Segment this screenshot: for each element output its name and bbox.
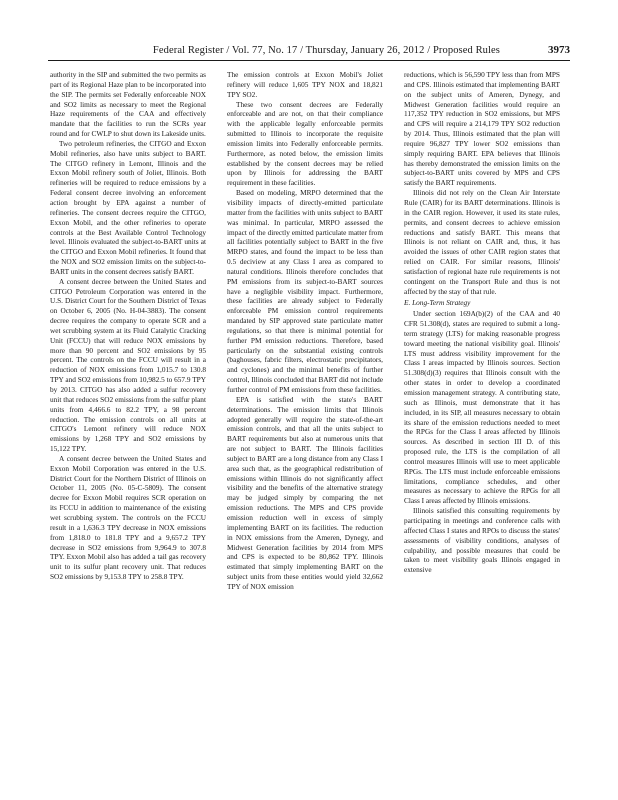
text-column-2 [227,70,383,794]
paragraph: Under section 169A(b)(2) of the CAA and 40 CFR 51.308(d), states are required to submit a long-term strategy (LTS) for making reasonable progress toward meeting the national visibility goal. Illinois' LTS must address visibility improvement for the Class I areas impacted by Illinois sources. Section 51.308(d)(3) requires that Illinois consult with the other states in order to develop a coordinated emission management strategy. A contributing state, such as Illinois, must demonstrate that it has included, in its SIP, all measures necessary to obtain its share of the emission reductions needed to meet the RPGs for the Class I areas affected by Illinois sources. As described in section III D. of this proposed rule, the LTS is the compilation of all control measures Illinois will use to meet applicable RPGs. The LTS must include enforceable emissions limitations, compliance schedules, and other measures as necessary to achieve the RPGs for all Class I areas affected by Illinois emissions. [404,309,560,506]
page-number: 3973 [548,44,570,56]
paragraph: These two consent decrees are Federally enforceable and are not, on that their compliance with the applicable legally enforceable permits submitted to Illinois to incorporate the requisite emission limits into Federally enforceable permits. Furthermore, as noted below, the emission limits established by the consent decrees may be relied upon by Illinois for addressing the BART requirement in these facilities. [227,99,383,188]
paragraph: authority in the SIP and submitted the two permits as part of its Regional Haze plan to be incorporated into the SIP. The permits set Federally enforceable NOX and SO2 limits as necessary to meet the Regional Haze requirements of the CAA and effectively mandate that the facilities to run the SCRs year round and for CWLP to shut down its Lakeside units. [50,70,206,139]
text-column-1 [50,70,206,794]
paragraph: Illinois satisfied this consulting requirements by participating in meetings and conference calls with affected Class I states and RPOs to discuss the states' assessments of visibility conditions, analyses of culpability, and possible measures that could be taken to meet visibility goals Illinois engaged in extensive [404,506,560,575]
paragraph: Two petroleum refineries, the CITGO and Exxon Mobil refineries, also have units subject to BART. The CITGO refinery in Lemont, Illinois and the Exxon Mobil refinery south of Joliet, Illinois. Both refineries will be required to reduce emissions by a Federal consent decree involving an enforcement action brought by EPA against a number of refineries. The consent decrees require the CITGO, Exxon Mobil, and the other refineries to operate controls at the Best Available Control Technology level. Illinois evaluated the subject-to-BART units at the CITGO and Exxon Mobil refineries. It found that the NOX and SO2 emission limits on the subject-to-BART units in the consent decrees satisfy BART. [50,138,206,276]
running-head: Federal Register / Vol. 77, No. 17 / Thursday, January 26, 2012 / Proposed Rules [152,45,500,56]
paragraph: A consent decree between the United States and Exxon Mobil Corporation was entered in the U.S. District Court for the Northern District of Illinois on October 11, 2005 (No. 05-C-5809). The consent decree for Exxon Mobil requires SCR operation on its FCCU in addition to maintenance of the existing wet scrubbing system. The controls on the FCCU result in a 1,636.3 TPY decrease in NOX emissions from 1,818.0 to 181.8 TPY and a 9,657.2 TPY decrease in SO2 emissions from 9,964.9 to 307.8 TPY. Exxon Mobil also has added a tail gas recovery unit to its sulfur plant recovery unit. That reduces SO2 emissions by 9,153.8 TPY to 258.8 TPY. [50,453,206,582]
paragraph: A consent decree between the United States and CITGO Petroleum Corporation was entered in the U.S. District Court for the Southern District of Texas on October 6, 2005 (No. H-04-3883). The consent decree requires the company to operate SCR and a wet scrubbing system at its Fluid Catalytic Cracking Unit (FCCU) that will reduce NOX emissions by more than 90 percent and SO2 emissions by 95 percent. The controls on the FCCU will result in a reduction of NOX emissions from 1,015.7 to 130.8 TPY and SO2 emissions from 10,982.5 to 657.9 TPY by 2013. CITGO has also added a sulfur recovery unit that reduces SO2 emissions from the sulfur plant units from 4,466.6 to 82.2 TPY, a 98 percent reduction. The emission controls on all units at CITGO's Lemont refinery will reduce NOX emissions by 1,268 TPY and SO2 emissions by 15,122 TPY. [50,276,206,454]
paragraph: EPA is satisfied with the state's BART determinations. The emission limits that Illinois adopted generally will require the state-of-the-art emission controls, and that all the units subject to BART requirements but also at numerous units that are not subject to BART. The Illinois facilities subject to BART are a long distance from any Class I area such that, as the geographical redistribution of emissions within Illinois do not significantly affect visibility and the benefits of the alternative strategy may be judged simply by comparing the net emission reductions. The MPS and CPS provide emission reduction well in excess of simply implementing BART on its facilities. The reduction in NOX emissions from the Ameren, Dynegy, and Midwest Generation facilities by 2014 from MPS and CPS is expected to be 80,862 TPY. Illinois estimated that simply implementing BART on the subject units from these entities would yield 32,662 TPY of NOX emission [227,394,383,591]
section-heading: E. Long-Term Strategy [404,298,471,308]
text-column-3 [404,70,560,794]
paragraph: Based on modeling, MRPO determined that the visibility impacts of directly-emitted particulate matter from the facilities with units subject to BART was minimal. In particular, MRPO assessed the impact of the directly emitted particulate matter from all facilities potentially subject to BART in the five MRPO states, and found the impact to be less than 0.5 deciview at any Class I area as compared to natural conditions. Illinois therefore concludes that PM emissions from its subject-to-BART sources have a negligible visibility impact. Furthermore, these facilities are already subject to Federally enforceable PM emission control requirements mandated by SIP approved state particulate matter regulations, so that there is minimal potential for further PM emission reductions. Therefore, based particularly on the substantial existing controls (baghouses, fabric filters, electrostatic precipitators, and cyclones) and the minimal benefits of further control, Illinois concluded that BART did not include further control of PM emissions from these facilities. [227,188,383,394]
page-header [48,44,570,61]
paragraph: reductions, which is 56,590 TPY less than from MPS and CPS. Illinois estimated that implementing BART on the subject units of Ameren, Dynegy, and Midwest Generation facilities would require an 117,352 TPY reduction in SO2 emissions, but MPS and CPS will require a 214,179 TPY SO2 reduction by 2014. Thus, Illinois estimated that the plan will require 96,827 TPY lower SO2 emissions than simply requiring BART. EPA believes that Illinois has thereby demonstrated the emission limits on the subject-to-BART units covered by MPS and CPS satisfy the BART requirements. [404,70,560,188]
paragraph: The emission controls at Exxon Mobil's Joliet refinery will reduce 1,605 TPY NOX and 18,821 TPY SO2. [227,70,383,99]
paragraph: Illinois did not rely on the Clean Air Interstate Rule (CAIR) for its BART determinations. Illinois is in the CAIR region. However, it used its state rules, permits, and consent decrees to achieve emission reductions and satisfy BART. This means that Illinois is not reliant on CAIR and, thus, it has avoided the issues of other CAIR region states that relied on CAIR. For similar reasons, Illinois' satisfaction of regional haze rule requirements is not contingent on the Transport Rule and thus is not affected by the stay of that rule. [404,188,560,296]
